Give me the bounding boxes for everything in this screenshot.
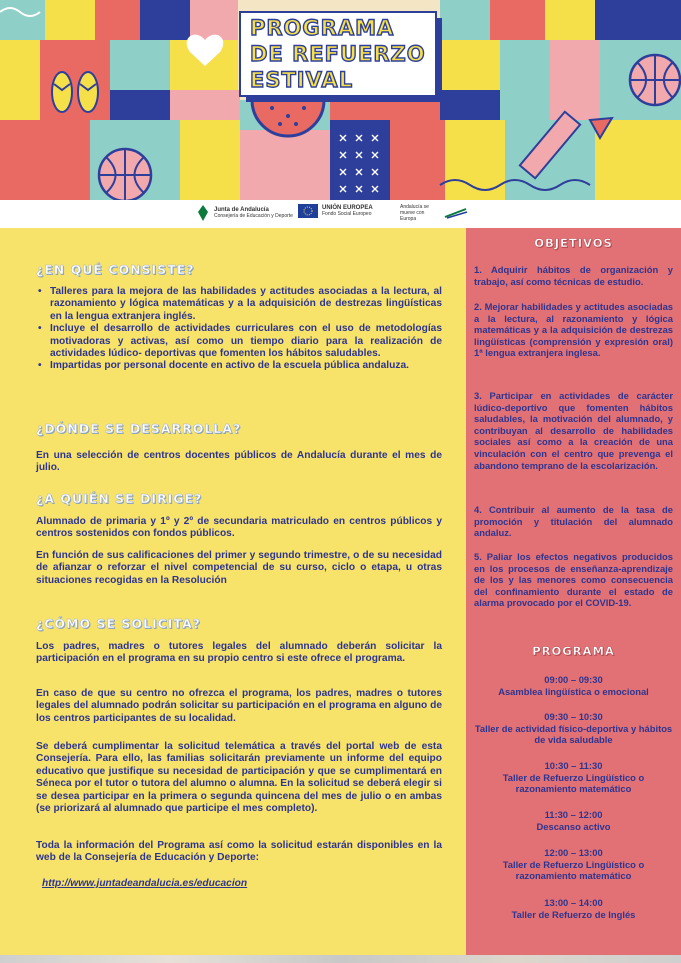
list-item: • Talleres para la mejora de las habilidades y actitudes asociadas a la lectura, al razonamiento y lógica matemáticas y a la adquisición de destrezas lingüísticas en la lengua extranjera inglés.	[36, 286, 442, 323]
objetivo-5: 5. Paliar los efectos negativos producidos en los procesos de enseñanza-aprendizaje de los y las menores como consecuencia del confinamiento durante el estado de alarma provocado por el COVID-19.	[474, 551, 673, 609]
heading-quien: ¿A QUIÉN SE DIRIGE?	[36, 491, 203, 506]
slot-activity: Taller de Refuerzo Lingüístico o razonamiento matemático	[502, 858, 645, 882]
left-column	[0, 228, 466, 955]
title-box	[240, 12, 436, 98]
junta-sub: Consejería de Educación y Deporte	[214, 213, 293, 219]
schedule-slot	[474, 760, 673, 795]
title-line-3: ESTIVAL	[250, 68, 354, 92]
header-illustration	[0, 0, 681, 200]
consejeria-link[interactable]: http://www.juntadeandalucia.es/educacion	[42, 878, 248, 889]
objetivo-2: 2. Mejorar habilidades y actitudes asociadas a la lectura, al razonamiento y lógica matemáticas y a la adquisición de destrezas lingüísticas (comprensión y expresión oral) 1ª lengua extranjera inglesa.	[474, 301, 673, 359]
slot-time: 12:00 – 13:00	[544, 847, 603, 858]
objetivo-1: 1. Adquirir hábitos de organización y trabajo, así como técnicas de estudio.	[474, 264, 673, 287]
consiste-list	[36, 286, 442, 373]
donde-text: En una selección de centros docentes públicos de Andalucía durante el mes de julio.	[36, 450, 442, 474]
junta-name: Junta de Andalucía	[214, 207, 269, 213]
eu-logo	[298, 204, 373, 218]
junta-logo	[196, 204, 293, 222]
solicita-p4: Toda la información del Programa así como la solicitud estarán disponibles en la web de la Consejería de Educación y Deporte:	[36, 840, 442, 864]
andalucia-logo	[400, 204, 468, 222]
slot-activity: Descanso activo	[536, 820, 611, 832]
list-item: • Incluye el desarrollo de actividades curriculares con el uso de metodologías motivadoras y activas, así como un tiempo diario para la realización de actividades lúdico- deportivas que fomenten los hábitos saludables.	[36, 323, 442, 360]
logos-strip	[0, 200, 681, 228]
slot-activity: Taller de Refuerzo de Inglés	[511, 908, 636, 920]
objetivo-3: 3. Participar en actividades de carácter lúdico-deportivo que fomenten hábitos saludables, la motivación del alumnado, y contribuyan al desarrollo de habilidades sociales así como a la creación de una vinculación con el centro que prevenga el abandono temprano de la escolarización.	[474, 390, 673, 471]
slot-time: 09:00 – 09:30	[544, 674, 603, 685]
eu-name: UNIÓN EUROPEA	[322, 205, 373, 211]
slot-activity: Asamblea lingüística o emocional	[498, 685, 649, 697]
schedule-slot	[474, 674, 673, 697]
quien-p2: En función de sus calificaciones del primer y segundo trimestre, o de su necesidad de afianzar o reforzar el nivel competencial de su curso, ciclo o etapa, u otras situaciones recogidas en la Resolución	[36, 550, 442, 586]
andalucia-text: Andalucía se mueve con Europa	[400, 204, 429, 222]
right-column	[466, 228, 681, 955]
slot-time: 13:00 – 14:00	[544, 897, 603, 908]
solicita-p1: Los padres, madres o tutores legales del alumnado deberán solicitar la participación en el programa en su propio centro si este ofrece el programa.	[36, 641, 442, 665]
slot-activity: Taller de Refuerzo Lingüístico o razonamiento matemático	[502, 771, 645, 795]
heading-solicita: ¿CÓMO SE SOLICITA?	[36, 616, 201, 631]
slot-time: 09:30 – 10:30	[544, 711, 603, 722]
title-line-2: DE REFUERZO	[250, 42, 426, 66]
solicita-p2: En caso de que su centro no ofrezca el programa, los padres, madres o tutores legales del alumnado podrán solicitar su participación en el programa en alguno de los centros participantes de su localidad.	[36, 688, 442, 724]
heading-donde: ¿DÓNDE SE DESARROLLA?	[36, 421, 242, 436]
schedule-slot	[474, 809, 673, 832]
junta-emblem-icon	[196, 204, 210, 222]
solicita-p3: Se deberá cumplimentar la solicitud telemática a través del portal web de esta Consejería. Para ello, las familias solicitarán previamente un informe del equipo educativo que justifique su necesidad de participación y que se cumplimentará en Séneca por el tutor o tutora del alumno o alumna. En la solicitud se deberá elegir si se desea participar en la primera o segunda quincena del mes de julio o en ambas (se priorizará al alumnado que participe el mes completo).	[36, 741, 442, 815]
heading-consiste: ¿EN QUÉ CONSISTE?	[36, 262, 195, 277]
schedule-slot	[474, 897, 673, 920]
title-line-1: PROGRAMA	[250, 16, 395, 40]
list-item: • Impartidas por personal docente en activo de la escuela pública andaluza.	[36, 360, 442, 372]
slot-time: 11:30 – 12:00	[544, 809, 603, 820]
bottom-strip	[0, 955, 681, 963]
quien-p1: Alumnado de primaria y 1º y 2º de secundaria matriculado en centros públicos y centros sostenidos con fondos públicos.	[36, 516, 442, 540]
heading-programa: PROGRAMA	[532, 644, 615, 658]
objetivo-4: 4. Contribuir al aumento de la tasa de promoción y titulación del alumnado andaluz.	[474, 504, 673, 539]
slot-activity: Taller de actividad físico-deportiva y hábitos de vida saludable	[474, 722, 673, 746]
eu-sub: Fondo Social Europeo	[322, 211, 372, 217]
eu-flag-icon	[298, 204, 318, 218]
slot-time: 10:30 – 11:30	[544, 760, 603, 771]
heading-objetivos: OBJETIVOS	[534, 236, 613, 250]
schedule-slot	[474, 711, 673, 746]
schedule-slot	[474, 847, 673, 882]
andalucia-stripes-icon	[444, 207, 468, 219]
